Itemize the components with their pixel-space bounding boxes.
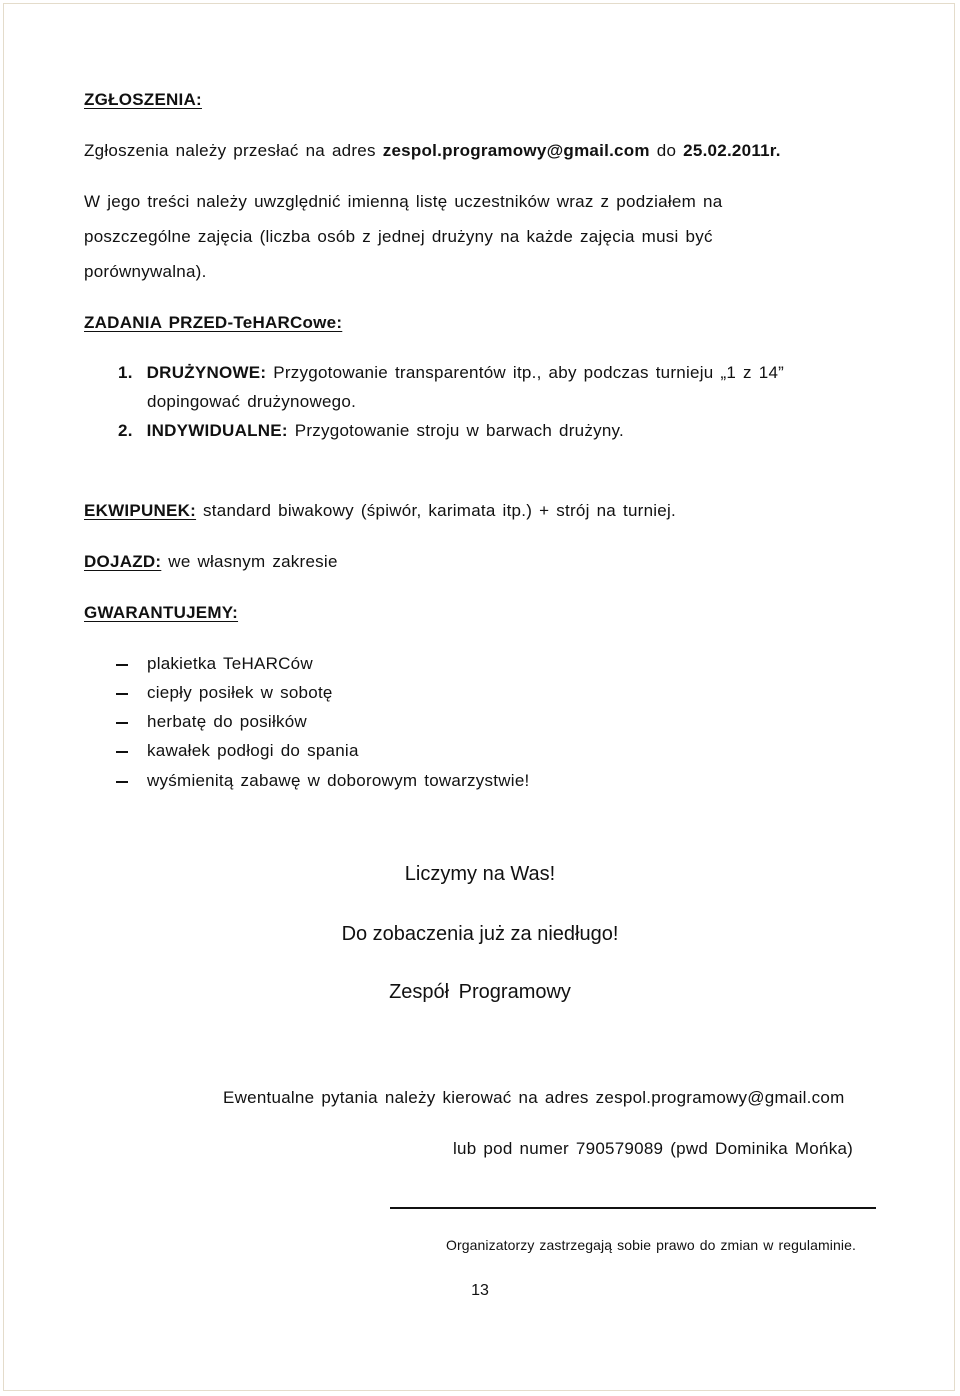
zadania-item-1-continuation: dopingować drużynowego.: [147, 392, 357, 411]
closing-line-2: Do zobaczenia już za niedługo!: [341, 923, 619, 945]
zgloszenia-line-1: [84, 141, 781, 161]
zadania-item-1: [118, 363, 784, 383]
zgloszenia-heading: ZGŁOSZENIA:: [84, 90, 202, 109]
zadania-item-2-label: INDYWIDUALNE:: [146, 421, 288, 440]
dojazd-text: we własnym zakresie: [168, 552, 338, 571]
gwarantujemy-heading: GWARANTUJEMY:: [84, 603, 239, 622]
gwarantujemy-item: herbatę do posiłków: [147, 712, 307, 731]
gwarantujemy-item: plakietka TeHARCów: [147, 654, 313, 673]
zadania-item-2-text: Przygotowanie stroju w barwach drużyny.: [294, 421, 625, 440]
footnote: Organizatorzy zastrzegają sobie prawo do zmian w regulaminie.: [446, 1237, 856, 1253]
separator-line: [390, 1207, 876, 1209]
dash-bullet: [116, 751, 128, 753]
contact-line-1: Ewentualne pytania należy kierować na adres zespol.programowy@gmail.com: [223, 1088, 845, 1107]
contact-line-2: lub pod numer 790579089 (pwd Dominika Mońka): [453, 1139, 854, 1158]
ekwipunek-heading: EKWIPUNEK:: [84, 501, 197, 520]
closing-signature: Zespół Programowy: [389, 981, 571, 1003]
ekwipunek-line: [84, 501, 676, 521]
zadania-item-2-number: 2.: [118, 421, 133, 440]
zgloszenia-line-3: poszczególne zajęcia (liczba osób z jednej drużyny na każde zajęcia musi być: [84, 227, 713, 246]
dash-bullet: [116, 664, 128, 666]
zadania-item-1-label: DRUŻYNOWE:: [146, 363, 267, 382]
dojazd-heading: DOJAZD:: [84, 552, 162, 571]
page-number: 13: [471, 1282, 489, 1299]
zadania-heading: ZADANIA PRZED-TeHARCowe:: [84, 313, 343, 332]
zgloszenia-email: zespol.programowy@gmail.com: [382, 141, 650, 160]
dash-bullet: [116, 722, 128, 724]
zadania-item-2: [118, 421, 624, 441]
zgloszenia-line-4: porównywalna).: [84, 262, 207, 281]
zgloszenia-line-2: W jego treści należy uwzględnić imienną listę uczestników wraz z podziałem na: [84, 192, 723, 211]
dash-bullet: [116, 693, 128, 695]
dash-bullet: [116, 781, 128, 783]
ekwipunek-text: standard biwakowy (śpiwór, karimata itp.) + strój na turniej.: [203, 501, 677, 520]
zgloszenia-deadline: 25.02.2011r.: [683, 141, 781, 160]
closing-line-1: Liczymy na Was!: [404, 863, 556, 885]
dojazd-line: [84, 552, 338, 572]
gwarantujemy-item: kawałek podłogi do spania: [147, 741, 359, 760]
zadania-item-1-number: 1.: [118, 363, 133, 382]
gwarantujemy-item: ciepły posiłek w sobotę: [147, 683, 333, 702]
zgloszenia-intro: Zgłoszenia należy przesłać na adres: [84, 141, 376, 160]
gwarantujemy-item: wyśmienitą zabawę w doborowym towarzystwie!: [147, 771, 530, 790]
zadania-item-1-text: Przygotowanie transparentów itp., aby podczas turnieju „1 z 14”: [273, 363, 785, 382]
zgloszenia-do: do: [656, 141, 677, 160]
